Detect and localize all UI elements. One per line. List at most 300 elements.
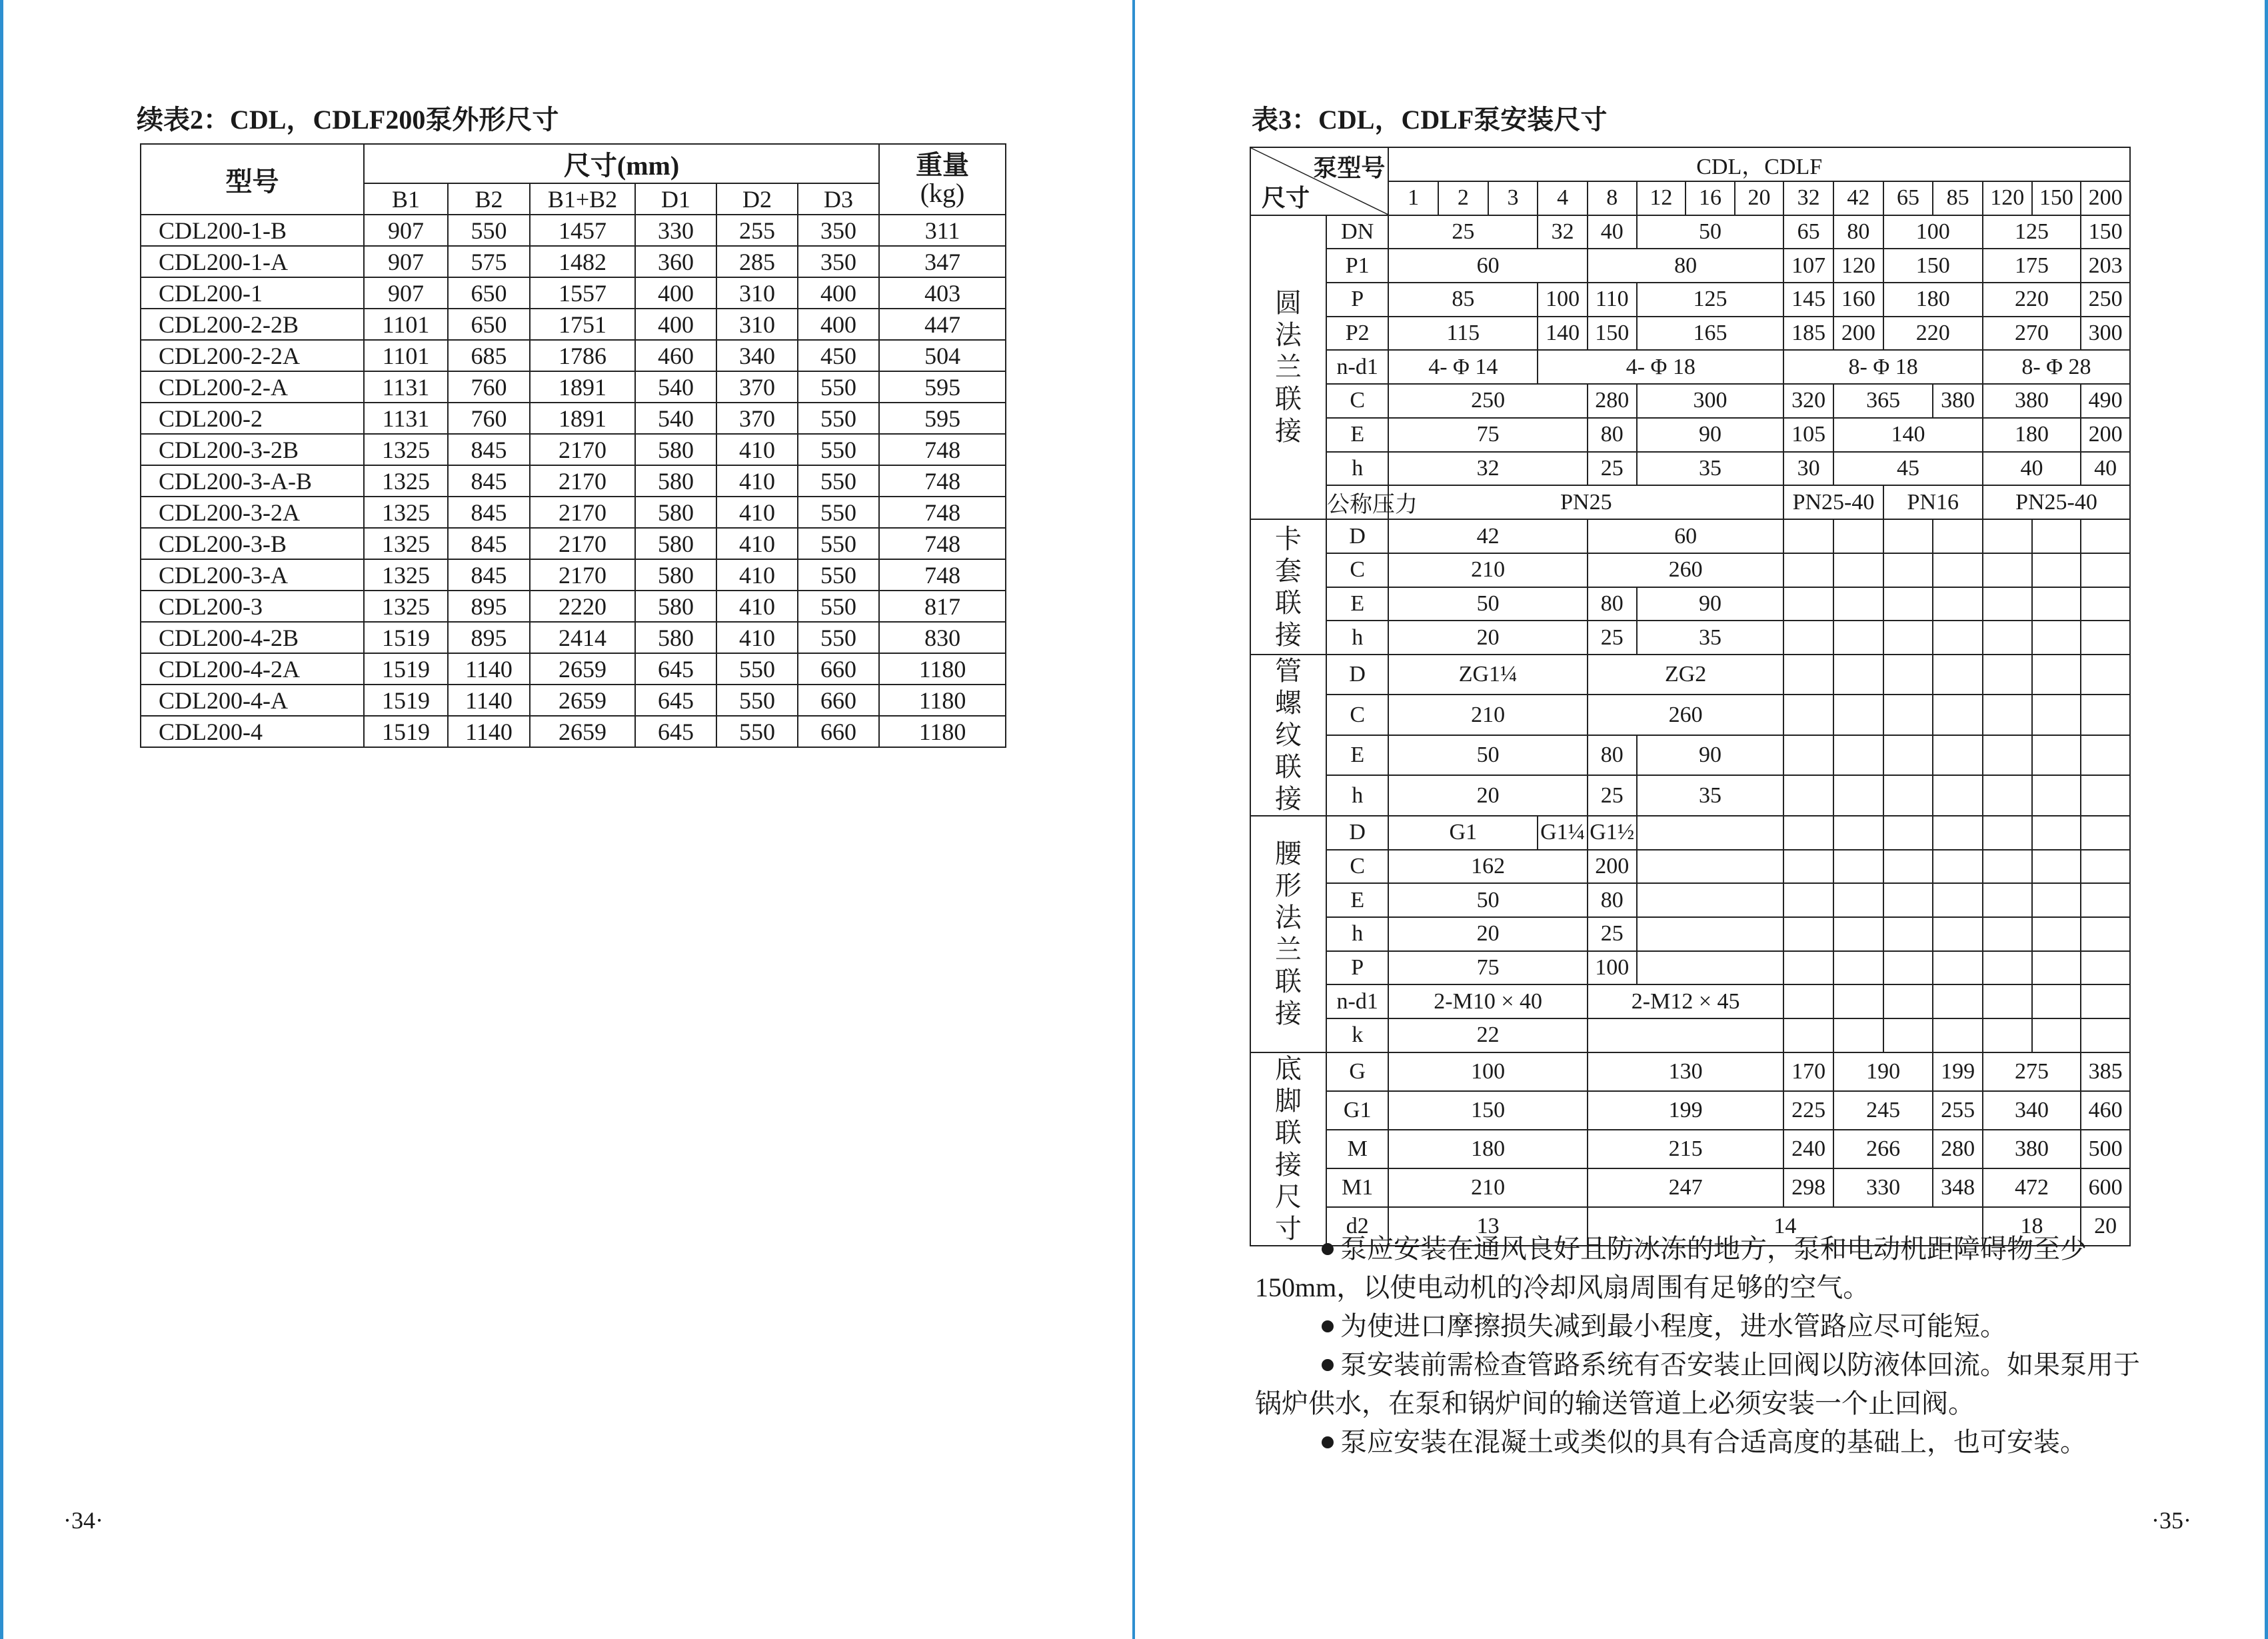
row-label: E — [1326, 735, 1388, 776]
row-label: C — [1326, 695, 1388, 735]
value-cell: 32 — [1538, 215, 1588, 249]
empty-cell — [1833, 1018, 1883, 1052]
value-cell: 2220 — [530, 591, 635, 622]
table-row — [141, 309, 1006, 340]
value-cell: 125 — [1637, 283, 1784, 317]
empty-cell — [1783, 519, 1833, 553]
empty-cell — [1783, 984, 1833, 1018]
value-cell: 100 — [1538, 283, 1588, 317]
column-header: B1 — [364, 183, 448, 215]
value-cell: 80 — [1588, 883, 1637, 917]
header-weight: 重量 (kg) — [879, 144, 1006, 215]
value-cell: 310 — [716, 309, 798, 340]
value-cell: 907 — [364, 277, 448, 309]
value-cell: 2659 — [530, 716, 635, 747]
table-row — [141, 685, 1006, 716]
left-page-title: 续表2：CDL，CDLF200泵外形尺寸 — [137, 105, 559, 135]
value-cell: 80 — [1588, 418, 1637, 452]
model-cell: CDL200-2 — [141, 403, 364, 434]
value-cell: 1101 — [364, 340, 448, 371]
value-cell: 650 — [448, 309, 530, 340]
value-cell: 845 — [448, 465, 530, 497]
value-cell: 540 — [635, 371, 716, 403]
table-row — [1250, 215, 2130, 249]
empty-cell — [2032, 816, 2081, 850]
empty-cell — [1783, 621, 1833, 655]
value-cell: 580 — [635, 559, 716, 591]
row-label: E — [1326, 883, 1388, 917]
value-cell: 410 — [716, 622, 798, 653]
value-cell: 645 — [635, 716, 716, 747]
empty-cell — [1833, 519, 1883, 553]
value-cell: 220 — [1883, 317, 1983, 351]
value-cell: PN25 — [1388, 485, 1783, 519]
model-number: 12 — [1637, 181, 1686, 215]
table-row — [141, 497, 1006, 528]
model-cell: CDL200-2-2B — [141, 309, 364, 340]
model-series-header: CDL，CDLF — [1388, 147, 2130, 181]
empty-cell — [2081, 553, 2130, 587]
value-cell: 266 — [1833, 1130, 1933, 1168]
empty-cell — [1833, 883, 1883, 917]
value-cell: 760 — [448, 371, 530, 403]
value-cell: 550 — [798, 591, 879, 622]
value-cell: 310 — [716, 277, 798, 309]
row-label: M — [1326, 1130, 1388, 1168]
value-cell: G1½ — [1588, 816, 1637, 850]
bullet-icon — [1322, 1243, 1334, 1255]
empty-cell — [1833, 816, 1883, 850]
value-cell: 60 — [1588, 519, 1783, 553]
table-row — [141, 277, 1006, 309]
left-border — [0, 0, 3, 1639]
empty-cell — [1833, 917, 1883, 951]
value-cell: 45 — [1833, 452, 1983, 486]
value-cell: 1891 — [530, 403, 635, 434]
value-cell: 370 — [716, 403, 798, 434]
empty-cell — [1833, 553, 1883, 587]
value-cell: 600 — [2081, 1168, 2130, 1207]
model-number: 150 — [2032, 181, 2081, 215]
corner-bottom-label: 尺寸 — [1262, 184, 1310, 211]
empty-cell — [1983, 655, 2032, 695]
value-cell: 1180 — [879, 685, 1006, 716]
table-row — [141, 716, 1006, 747]
empty-cell — [1983, 917, 2032, 951]
row-label: G1 — [1326, 1091, 1388, 1130]
value-cell: 460 — [635, 340, 716, 371]
value-cell: 100 — [1388, 1052, 1588, 1091]
value-cell: 550 — [798, 622, 879, 653]
column-header: B2 — [448, 183, 530, 215]
value-cell: 210 — [1388, 1168, 1588, 1207]
value-cell: 490 — [2081, 384, 2130, 418]
value-cell: 550 — [716, 653, 798, 685]
empty-cell — [1783, 553, 1833, 587]
value-cell: 845 — [448, 434, 530, 465]
empty-cell — [1637, 883, 1784, 917]
empty-cell — [1883, 695, 1933, 735]
value-cell: 215 — [1588, 1130, 1783, 1168]
value-cell: 80 — [1588, 587, 1637, 621]
value-cell: 895 — [448, 591, 530, 622]
value-cell: 580 — [635, 622, 716, 653]
value-cell: 410 — [716, 434, 798, 465]
empty-cell — [2081, 655, 2130, 695]
value-cell: 1140 — [448, 653, 530, 685]
group-label: 圆法兰联接 — [1250, 215, 1326, 520]
value-cell: 90 — [1637, 735, 1784, 776]
value-cell: 50 — [1637, 215, 1784, 249]
value-cell: 2414 — [530, 622, 635, 653]
model-cell: CDL200-4-A — [141, 685, 364, 716]
value-cell: 190 — [1833, 1052, 1933, 1091]
value-cell: 260 — [1588, 553, 1783, 587]
empty-cell — [2032, 850, 2081, 884]
value-cell: 748 — [879, 465, 1006, 497]
empty-cell — [2032, 1018, 2081, 1052]
value-cell: 100 — [1883, 215, 1983, 249]
value-cell: 365 — [1833, 384, 1933, 418]
value-cell: 200 — [2081, 418, 2130, 452]
empty-cell — [1983, 775, 2032, 816]
model-number: 200 — [2081, 181, 2130, 215]
empty-cell — [1783, 816, 1833, 850]
empty-cell — [1783, 850, 1833, 884]
value-cell: 895 — [448, 622, 530, 653]
empty-cell — [1933, 917, 1983, 951]
row-label: h — [1326, 917, 1388, 951]
value-cell: ZG1¼ — [1388, 655, 1588, 695]
table-row — [1250, 1018, 2130, 1052]
value-cell: 347 — [879, 246, 1006, 277]
model-number: 20 — [1735, 181, 1784, 215]
value-cell: 20 — [1388, 917, 1588, 951]
empty-cell — [1883, 850, 1933, 884]
value-cell: 660 — [798, 716, 879, 747]
value-cell: 550 — [716, 716, 798, 747]
header-dimensions: 尺寸(mm) — [364, 144, 879, 183]
value-cell: 1140 — [448, 716, 530, 747]
value-cell: 200 — [1833, 317, 1883, 351]
table2-pump-dimensions — [140, 143, 1006, 748]
value-cell: 1557 — [530, 277, 635, 309]
value-cell: 410 — [716, 465, 798, 497]
empty-cell — [1883, 1018, 1933, 1052]
value-cell: 90 — [1637, 587, 1784, 621]
value-cell: 25 — [1588, 452, 1637, 486]
value-cell: 203 — [2081, 249, 2130, 283]
table-row — [141, 465, 1006, 497]
empty-cell — [1883, 883, 1933, 917]
value-cell: 145 — [1783, 283, 1833, 317]
value-cell: 350 — [798, 246, 879, 277]
empty-cell — [2032, 917, 2081, 951]
value-cell: 250 — [1388, 384, 1588, 418]
empty-cell — [1783, 655, 1833, 695]
value-cell: 380 — [1933, 384, 1983, 418]
value-cell: 25 — [1588, 917, 1637, 951]
value-cell: 250 — [2081, 283, 2130, 317]
model-number: 120 — [1983, 181, 2032, 215]
value-cell: 25 — [1588, 775, 1637, 816]
empty-cell — [2032, 655, 2081, 695]
note-1: 泵应安装在通风良好且防冰冻的地方，泵和电动机距障碍物至少150mm，以使电动机的冷却风扇周围有足够的空气。 — [1255, 1234, 2087, 1302]
value-cell: 385 — [2081, 1052, 2130, 1091]
empty-cell — [1883, 519, 1933, 553]
value-cell: 40 — [1588, 215, 1637, 249]
group-label: 腰形法兰联接 — [1250, 816, 1326, 1052]
value-cell: 660 — [798, 653, 879, 685]
empty-cell — [1883, 621, 1933, 655]
model-cell: CDL200-1-B — [141, 215, 364, 246]
value-cell: 150 — [1588, 317, 1637, 351]
value-cell: 550 — [448, 215, 530, 246]
value-cell: 360 — [635, 246, 716, 277]
value-cell: 1519 — [364, 716, 448, 747]
table-row — [1250, 587, 2130, 621]
empty-cell — [2081, 951, 2130, 985]
table-row — [141, 559, 1006, 591]
value-cell: 115 — [1388, 317, 1538, 351]
model-cell: CDL200-2-2A — [141, 340, 364, 371]
value-cell: 210 — [1388, 695, 1588, 735]
right-border — [2265, 0, 2268, 1639]
value-cell: 35 — [1637, 452, 1784, 486]
value-cell: 685 — [448, 340, 530, 371]
value-cell: 2170 — [530, 465, 635, 497]
corner-header — [1250, 147, 1388, 215]
value-cell: 340 — [1983, 1091, 2081, 1130]
value-cell: 300 — [1637, 384, 1784, 418]
value-cell: 1180 — [879, 653, 1006, 685]
table-row — [1250, 775, 2130, 816]
table-row — [1250, 850, 2130, 884]
value-cell: 280 — [1933, 1130, 1983, 1168]
empty-cell — [1933, 735, 1983, 776]
value-cell: 760 — [448, 403, 530, 434]
row-label: D — [1326, 519, 1388, 553]
value-cell: 400 — [635, 277, 716, 309]
value-cell: 350 — [798, 215, 879, 246]
empty-cell — [1783, 775, 1833, 816]
table3-installation-dimensions — [1250, 147, 2131, 1246]
value-cell: 270 — [1983, 317, 2081, 351]
model-cell: CDL200-4 — [141, 716, 364, 747]
empty-cell — [1933, 553, 1983, 587]
value-cell: 80 — [1833, 215, 1883, 249]
value-cell: 1519 — [364, 685, 448, 716]
group-label: 底脚联接尺寸 — [1250, 1052, 1326, 1246]
value-cell: 580 — [635, 465, 716, 497]
value-cell: 410 — [716, 559, 798, 591]
value-cell: 20 — [2081, 1207, 2130, 1246]
value-cell: 20 — [1388, 775, 1588, 816]
model-cell: CDL200-3-B — [141, 528, 364, 559]
value-cell: 165 — [1637, 317, 1784, 351]
value-cell: 285 — [716, 246, 798, 277]
empty-cell — [1883, 587, 1933, 621]
value-cell: 660 — [798, 685, 879, 716]
empty-cell — [1933, 850, 1983, 884]
row-label: E — [1326, 587, 1388, 621]
empty-cell — [1833, 621, 1883, 655]
model-number: 1 — [1388, 181, 1438, 215]
empty-cell — [2032, 621, 2081, 655]
value-cell: 403 — [879, 277, 1006, 309]
model-cell: CDL200-1-A — [141, 246, 364, 277]
model-number: 8 — [1588, 181, 1637, 215]
model-cell: CDL200-3-2B — [141, 434, 364, 465]
empty-cell — [1783, 695, 1833, 735]
center-fold-line — [1132, 0, 1135, 1639]
value-cell: 320 — [1783, 384, 1833, 418]
value-cell: 298 — [1783, 1168, 1833, 1207]
table-row — [1250, 621, 2130, 655]
value-cell: 410 — [716, 528, 798, 559]
empty-cell — [2081, 984, 2130, 1018]
value-cell: 504 — [879, 340, 1006, 371]
table-row — [141, 403, 1006, 434]
empty-cell — [1983, 553, 2032, 587]
empty-cell — [2081, 519, 2130, 553]
value-cell: 650 — [448, 277, 530, 309]
row-label: D — [1326, 655, 1388, 695]
value-cell: 410 — [716, 591, 798, 622]
empty-cell — [1783, 1018, 1833, 1052]
right-page-title: 表3：CDL，CDLF泵安装尺寸 — [1252, 105, 1608, 135]
empty-cell — [1983, 621, 2032, 655]
empty-cell — [1883, 655, 1933, 695]
value-cell: 75 — [1388, 418, 1588, 452]
empty-cell — [1637, 816, 1784, 850]
empty-cell — [2032, 519, 2081, 553]
value-cell: 748 — [879, 528, 1006, 559]
header-model: 型号 — [141, 144, 364, 215]
value-cell: 1131 — [364, 371, 448, 403]
value-cell: 400 — [798, 309, 879, 340]
empty-cell — [2081, 850, 2130, 884]
empty-cell — [1783, 951, 1833, 985]
empty-cell — [1983, 1018, 2032, 1052]
table-row — [1250, 1130, 2130, 1168]
row-label: P — [1326, 951, 1388, 985]
table-row — [1250, 1052, 2130, 1091]
empty-cell — [1833, 695, 1883, 735]
empty-cell — [2032, 553, 2081, 587]
value-cell: 18 — [1983, 1207, 2081, 1246]
value-cell: 500 — [2081, 1130, 2130, 1168]
empty-cell — [2032, 587, 2081, 621]
value-cell: 200 — [1588, 850, 1637, 884]
empty-cell — [1883, 735, 1933, 776]
column-header: D2 — [716, 183, 798, 215]
empty-cell — [2081, 775, 2130, 816]
value-cell: 2659 — [530, 685, 635, 716]
value-cell: 2170 — [530, 528, 635, 559]
value-cell: 1325 — [364, 591, 448, 622]
value-cell: 550 — [798, 497, 879, 528]
value-cell: PN25-40 — [1983, 485, 2130, 519]
value-cell: 1101 — [364, 309, 448, 340]
empty-cell — [1833, 984, 1883, 1018]
row-label: E — [1326, 418, 1388, 452]
empty-cell — [1933, 621, 1983, 655]
value-cell: 225 — [1783, 1091, 1833, 1130]
row-label: k — [1326, 1018, 1388, 1052]
empty-cell — [2081, 917, 2130, 951]
value-cell: G1¼ — [1538, 816, 1588, 850]
row-label: P2 — [1326, 317, 1388, 351]
row-label: M1 — [1326, 1168, 1388, 1207]
value-cell: 220 — [1983, 283, 2081, 317]
value-cell: 1131 — [364, 403, 448, 434]
model-cell: CDL200-2-A — [141, 371, 364, 403]
value-cell: 140 — [1538, 317, 1588, 351]
empty-cell — [1883, 917, 1933, 951]
value-cell: 907 — [364, 246, 448, 277]
table-row — [141, 591, 1006, 622]
value-cell: 40 — [2081, 452, 2130, 486]
empty-cell — [1983, 816, 2032, 850]
empty-cell — [2081, 735, 2130, 776]
value-cell: 105 — [1783, 418, 1833, 452]
value-cell: 85 — [1388, 283, 1538, 317]
row-label: h — [1326, 621, 1388, 655]
value-cell: 550 — [798, 434, 879, 465]
empty-cell — [1783, 735, 1833, 776]
empty-cell — [1933, 883, 1983, 917]
value-cell: 150 — [1883, 249, 1983, 283]
row-label: DN — [1326, 215, 1388, 249]
bullet-icon — [1322, 1359, 1334, 1371]
empty-cell — [1883, 553, 1933, 587]
value-cell: 80 — [1588, 249, 1783, 283]
value-cell: 25 — [1588, 621, 1637, 655]
value-cell: 410 — [716, 497, 798, 528]
empty-cell — [1833, 655, 1883, 695]
value-cell: 150 — [2081, 215, 2130, 249]
value-cell: 210 — [1388, 553, 1588, 587]
value-cell: 255 — [1933, 1091, 1983, 1130]
value-cell: 1751 — [530, 309, 635, 340]
value-cell: 400 — [798, 277, 879, 309]
value-cell: 180 — [1883, 283, 1983, 317]
value-cell: 2170 — [530, 559, 635, 591]
row-label: C — [1326, 384, 1388, 418]
table-row — [1250, 452, 2130, 486]
right-page-number: ·35· — [2151, 1507, 2191, 1534]
table-row — [1250, 485, 2130, 519]
value-cell: 540 — [635, 403, 716, 434]
column-header: D1 — [635, 183, 716, 215]
empty-cell — [1933, 695, 1983, 735]
value-cell: 50 — [1388, 587, 1588, 621]
corner-top-label: 泵型号 — [1313, 155, 1386, 181]
value-cell: 1325 — [364, 528, 448, 559]
model-number: 42 — [1833, 181, 1883, 215]
empty-cell — [1933, 655, 1983, 695]
value-cell: 25 — [1388, 215, 1538, 249]
empty-cell — [2032, 984, 2081, 1018]
model-cell: CDL200-3 — [141, 591, 364, 622]
model-cell: CDL200-4-2B — [141, 622, 364, 653]
table-row — [141, 528, 1006, 559]
value-cell: 1180 — [879, 716, 1006, 747]
value-cell: 110 — [1588, 283, 1637, 317]
empty-cell — [2032, 695, 2081, 735]
table-row — [141, 622, 1006, 653]
